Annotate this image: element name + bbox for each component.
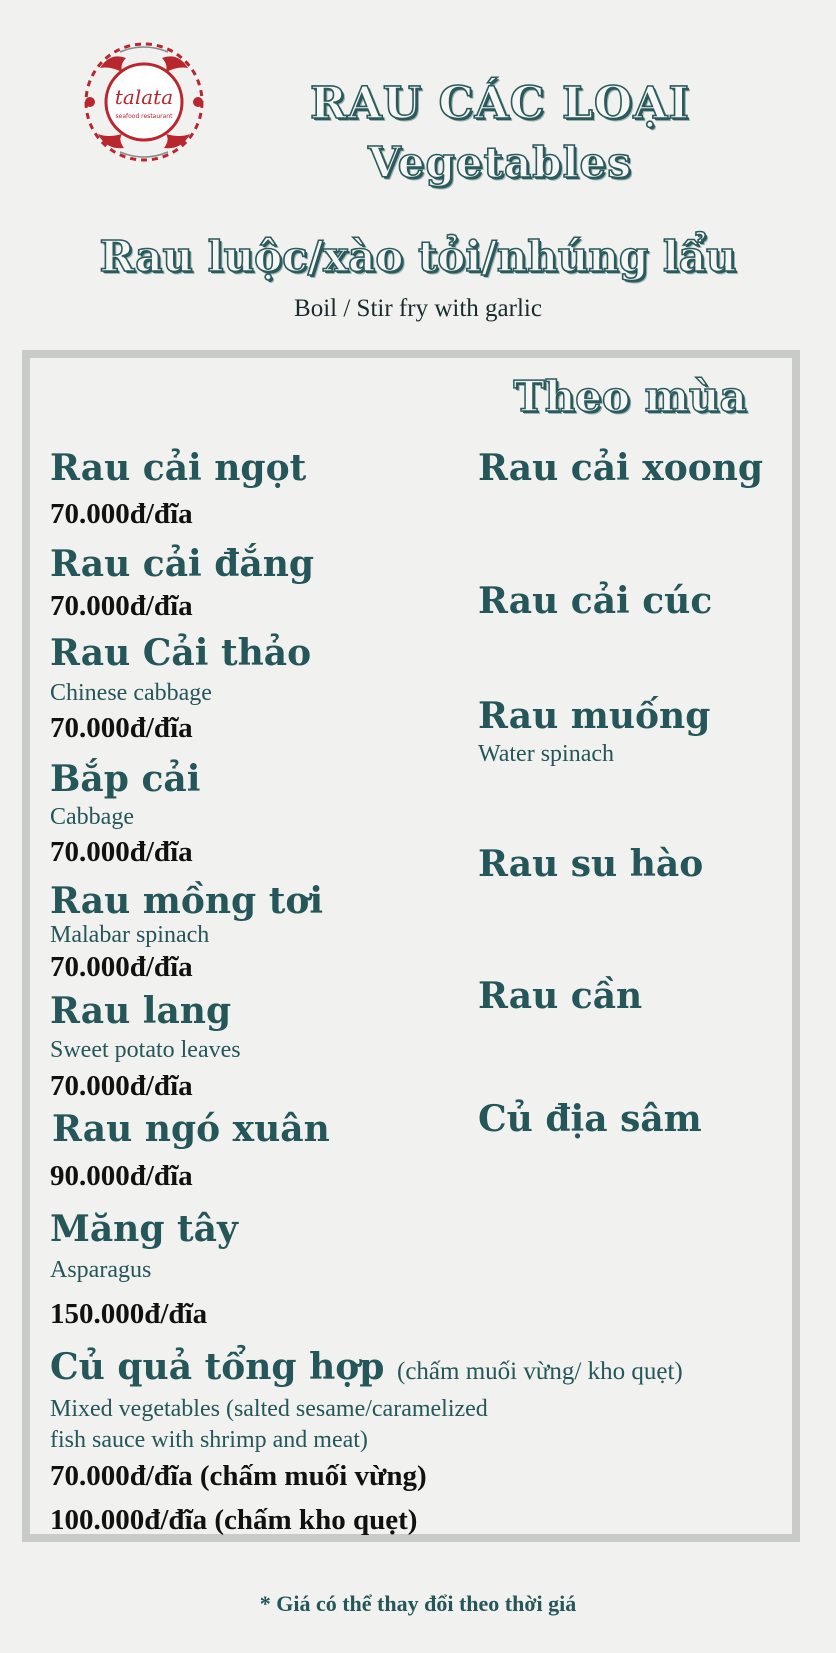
menu-item-price: 100.000đ/đĩa (chấm kho quẹt) xyxy=(50,1504,418,1536)
menu-item-english: Chinese cabbage xyxy=(50,680,212,706)
menu-item-name: Rau cải ngọt xyxy=(50,447,307,489)
menu-item-name: Măng tây xyxy=(50,1208,238,1250)
menu-item-name: Rau cải đắng xyxy=(50,543,315,585)
seasonal-heading: Theo mùa xyxy=(513,372,747,421)
menu-item-price: 70.000đ/đĩa (chấm muối vừng) xyxy=(50,1460,427,1492)
seasonal-item: Rau cải xoong xyxy=(478,447,764,489)
menu-item-price: 70.000đ/đĩa xyxy=(50,712,193,744)
menu-item-price: 70.000đ/đĩa xyxy=(50,951,193,983)
menu-item-name: Bắp cải xyxy=(50,758,201,800)
menu-item-price: 70.000đ/đĩa xyxy=(50,836,193,868)
menu-item-name xyxy=(50,1346,683,1388)
section-heading-en: Boil / Stir fry with garlic xyxy=(294,295,542,322)
page-subtitle: Vegetables xyxy=(368,138,632,187)
menu-item-english: Asparagus xyxy=(50,1257,152,1283)
menu-item-english: Sweet potato leaves xyxy=(50,1037,241,1063)
menu-item-name: Rau ngó xuân xyxy=(52,1108,330,1150)
menu-item-name-text: Củ quả tổng hợp xyxy=(50,1346,385,1388)
menu-item-price: 70.000đ/đĩa xyxy=(50,1070,193,1102)
seasonal-item: Rau cải cúc xyxy=(478,580,713,622)
logo-text: talata xyxy=(114,85,174,109)
menu-item-price: 90.000đ/đĩa xyxy=(50,1160,193,1192)
menu-item-price: 150.000đ/đĩa xyxy=(50,1298,208,1330)
page-title: RAU CÁC LOẠI xyxy=(310,78,690,129)
restaurant-logo xyxy=(80,38,208,166)
seasonal-item: Củ địa sâm xyxy=(478,1098,702,1140)
seasonal-item: Rau su hào xyxy=(478,843,704,885)
seasonal-item: Rau cần xyxy=(478,975,643,1017)
seasonal-item-english: Water spinach xyxy=(478,741,615,767)
menu-item-english: fish sauce with shrimp and meat) xyxy=(50,1427,368,1453)
menu-item-name: Rau Cải thảo xyxy=(50,632,312,674)
menu-item-price: 70.000đ/đĩa xyxy=(50,590,193,622)
logo-subtext: seafood restaurant xyxy=(115,113,173,120)
menu-item-price: 70.000đ/đĩa xyxy=(50,498,193,530)
menu-item-english: Cabbage xyxy=(50,804,134,830)
menu-item-note: (chấm muối vừng/ kho quẹt) xyxy=(397,1358,683,1385)
price-footnote: * Giá có thể thay đổi theo thời giá xyxy=(259,1591,577,1616)
menu-item-name: Rau lang xyxy=(50,990,232,1032)
menu-item-english: Mixed vegetables (salted sesame/caramelized xyxy=(50,1396,488,1422)
menu-item-name: Rau mồng tơi xyxy=(50,880,324,922)
section-heading: Rau luộc/xào tỏi/nhúng lẩu xyxy=(99,232,737,281)
seasonal-item: Rau muống xyxy=(478,695,711,737)
menu-item-english: Malabar spinach xyxy=(50,922,210,948)
